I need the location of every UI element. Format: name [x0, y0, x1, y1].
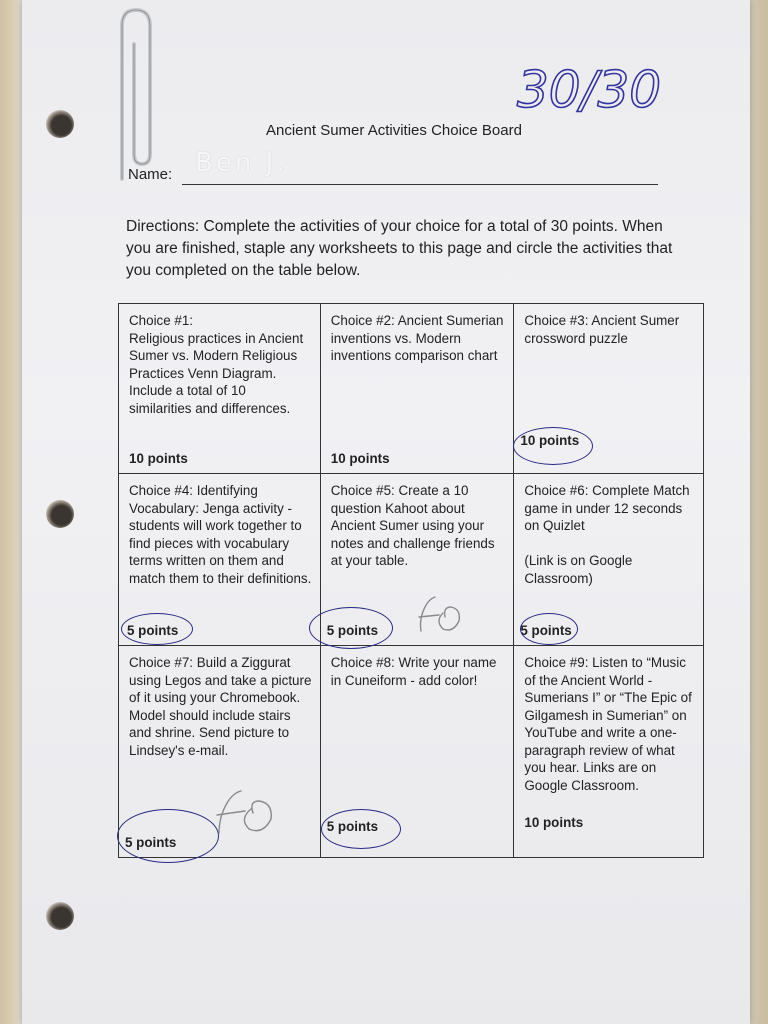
punch-hole — [46, 902, 74, 930]
choice-text: Choice #1: Religious practices in Ancient Sumer vs. Modern Religious Practices Venn Diagram. Include a total of 10 similarities and differences. — [129, 313, 304, 416]
completion-circle — [513, 427, 593, 465]
completion-circle — [321, 809, 401, 849]
completion-circle — [520, 613, 578, 645]
choice-cell-4[interactable] — [119, 474, 321, 646]
choice-points: 10 points — [520, 432, 580, 448]
choice-points: 5 points — [520, 622, 572, 638]
score-handwritten — [515, 45, 665, 145]
page-title: Ancient Sumer Activities Choice Board — [266, 122, 522, 139]
choice-points: 10 points — [524, 814, 584, 830]
choice-board-table — [118, 303, 704, 858]
choice-text: Choice #9: Listen to “Music of the Ancient World - Sumerians I” or “The Epic of Gilgamesh in Sumerian” on YouTube and write a one-paragraph review of what you hear. Links are on Google Classroom. — [524, 655, 692, 793]
choice-text: Choice #4: Identifying Vocabulary: Jenga activity - students will work together to find pieces with vocabulary terms written on them and match them to their definitions. — [129, 483, 312, 586]
score-text: 30/30 — [517, 61, 662, 119]
choice-cell-2[interactable] — [320, 304, 514, 474]
name-handwritten: Ben J. — [195, 148, 288, 178]
choice-points: 5 points — [127, 622, 179, 638]
choice-cell-9[interactable] — [514, 646, 704, 858]
choice-points: 5 points — [326, 622, 379, 638]
choice-cell-8[interactable] — [320, 646, 514, 858]
choice-cell-7[interactable] — [119, 646, 321, 858]
choice-text: Choice #6: Complete Match game in under 12 seconds on Quizlet (Link is on Google Classroom) — [524, 483, 690, 586]
choice-points: 5 points — [125, 834, 177, 850]
directions-text: Directions: Complete the activities of your choice for a total of 30 points. When you are finished, staple any worksheets to this page and circle the activities that you completed on the table below. — [126, 218, 673, 279]
punch-hole — [46, 110, 74, 138]
choice-points: 10 points — [330, 450, 390, 466]
choice-cell-1[interactable] — [119, 304, 321, 474]
completion-circle — [309, 607, 393, 649]
choice-text: Choice #8: Write your name in Cuneiform - add color! — [330, 655, 497, 688]
name-underline — [182, 184, 658, 185]
choice-cell-6[interactable] — [514, 474, 704, 646]
choice-cell-5[interactable] — [320, 474, 514, 646]
choice-text: Choice #7: Build a Ziggurat using Legos and take a picture of it using your Chromebook. Model should include stairs and shrine. Send picture to Lindsey's e-mail. — [129, 655, 312, 758]
name-label: Name: — [128, 166, 173, 183]
initials-pencil — [211, 783, 301, 839]
punch-hole — [46, 500, 74, 528]
completion-circle — [117, 809, 219, 863]
initials-pencil — [413, 591, 483, 637]
choice-points: 5 points — [326, 818, 379, 834]
completion-circle — [121, 613, 193, 645]
choice-points: 10 points — [129, 450, 188, 466]
choice-text: Choice #2: Ancient Sumerian inventions vs. Modern inventions comparison chart — [330, 313, 504, 363]
choice-cell-3[interactable] — [514, 304, 704, 474]
choice-text: Choice #5: Create a 10 question Kahoot about Ancient Sumer using your notes and challenge friends at your table. — [330, 483, 495, 568]
choice-text: Choice #3: Ancient Sumer crossword puzzle — [524, 313, 680, 346]
